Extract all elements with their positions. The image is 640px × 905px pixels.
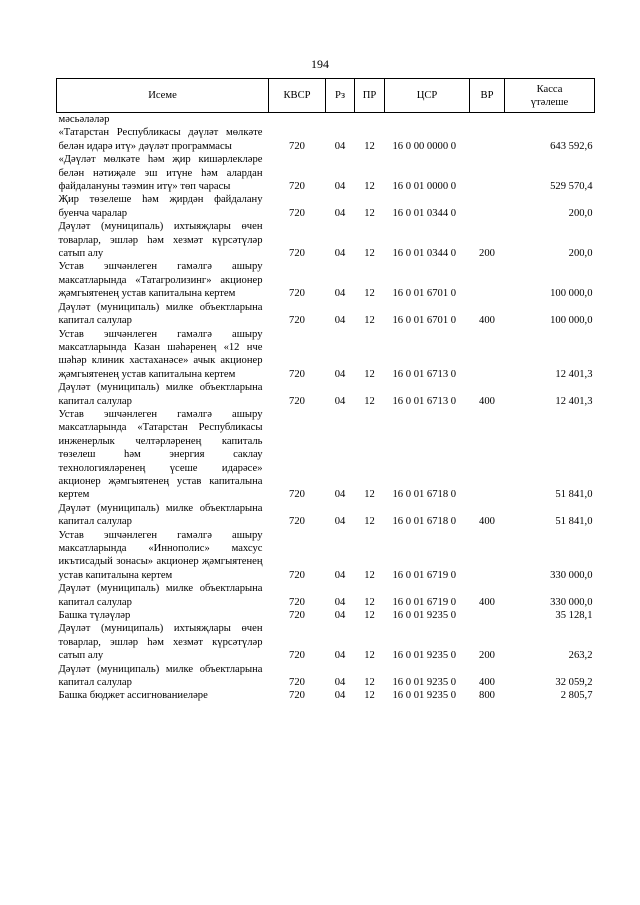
cell-csr: 16 0 01 0344 0 [392,248,457,260]
cell-name: мәсьәләләр [58,114,110,125]
header-sum [505,79,595,113]
cell-vr: 800 [479,690,495,702]
header-rz: Рз [326,79,355,113]
cell-pr: 12 [364,516,375,528]
table-row [57,113,595,127]
cell-sum [505,113,595,127]
cell-pr: 12 [364,677,375,689]
cell-sum: 200,0 [568,207,593,219]
cell-sum: 51 841,0 [555,516,593,528]
cell-vr [470,609,505,622]
page-number: 194 [311,57,329,71]
cell-kvsr: 720 [289,315,305,327]
table-row [57,622,595,662]
table-row [57,408,595,502]
cell-sum: 100 000,0 [550,288,593,300]
cell-rz: 04 [334,596,346,608]
header-sum-line1: Касса [536,83,563,95]
cell-rz: 04 [334,690,346,702]
cell-vr [470,153,505,193]
table-row [57,153,595,193]
header-pr: ПР [355,79,385,113]
header-sum-line2: үтәлеше [530,96,569,108]
cell-csr: 16 0 00 0000 0 [392,140,457,152]
table-row [57,381,595,408]
cell-rz: 04 [334,248,346,260]
cell-rz: 04 [334,395,346,407]
header-name: Исеме [57,79,269,113]
cell-pr: 12 [364,395,375,407]
cell-csr: 16 0 01 9235 0 [392,677,457,689]
cell-csr: 16 0 01 6718 0 [392,516,457,528]
header-vr: ВР [470,79,505,113]
cell-vr: 400 [479,677,495,689]
cell-rz: 04 [334,315,346,327]
cell-vr [470,113,505,127]
cell-name: Устав эшчәнлеген гамәлгә ашыру максатларында «Татагролизинг» акционер җәмгыятенең устав капиталына кертем [58,261,263,300]
budget-table [56,78,595,703]
cell-vr [470,408,505,502]
cell-pr: 12 [364,489,375,501]
cell-vr [470,328,505,382]
cell-vr: 200 [479,248,495,260]
cell-pr: 12 [364,596,375,608]
cell-rz: 04 [334,181,346,193]
cell-csr: 16 0 01 6701 0 [392,315,457,327]
cell-vr: 200 [479,650,495,662]
cell-csr: 16 0 01 6719 0 [392,569,457,581]
cell-sum: 2 805,7 [560,690,593,702]
cell-sum: 100 000,0 [550,315,593,327]
cell-sum: 643 592,6 [550,140,593,152]
cell-pr: 12 [364,181,375,193]
cell-rz: 04 [334,650,346,662]
cell-kvsr: 720 [289,650,305,662]
cell-rz: 04 [334,677,346,689]
cell-vr: 400 [479,516,495,528]
table-row [57,529,595,583]
cell-name: «Татарстан Республикасы дәүләт мөлкәте белән идарә итү» дәүләт программасы [58,127,263,152]
cell-rz: 04 [334,610,346,622]
cell-sum: 330 000,0 [550,569,593,581]
cell-pr [355,113,385,127]
table-row [57,328,595,382]
cell-name: Дәүләт (муниципаль) ихтыяҗлары өчен товарлар, эшләр һәм хезмәт күрсәтүләр сатып алу [58,623,263,662]
cell-sum: 35 128,1 [555,610,593,622]
cell-kvsr: 720 [289,489,305,501]
cell-pr: 12 [364,140,375,152]
table-row [57,582,595,609]
cell-csr: 16 0 01 0344 0 [392,207,457,219]
cell-kvsr: 720 [289,368,305,380]
cell-kvsr: 720 [289,569,305,581]
cell-kvsr: 720 [289,596,305,608]
cell-name: Дәүләт (муниципаль) ихтыяҗлары өчен товарлар, эшләр һәм хезмәт күрсәтүләр сатып алу [58,221,263,260]
cell-rz: 04 [334,516,346,528]
cell-kvsr: 720 [289,395,305,407]
cell-pr: 12 [364,690,375,702]
cell-vr [470,126,505,153]
cell-csr: 16 0 01 6713 0 [392,368,457,380]
cell-csr: 16 0 01 6713 0 [392,395,457,407]
cell-vr [470,529,505,583]
cell-pr: 12 [364,610,375,622]
table-row [57,663,595,690]
cell-name: Дәүләт (муниципаль) милке объектларына капитал салулар [58,502,263,528]
table-row [57,609,595,622]
cell-sum: 12 401,3 [555,368,593,380]
table-row [57,126,595,153]
cell-kvsr: 720 [289,248,305,260]
cell-pr: 12 [364,288,375,300]
cell-sum: 330 000,0 [550,596,593,608]
cell-rz: 04 [334,569,346,581]
cell-csr: 16 0 01 0000 0 [392,181,457,193]
cell-name: «Дәүләт мөлкәте һәм җир кишәрлекләре белән нәтиҗәле эш итүне һәм алардан файдалануны тәэмин итү» төп чарасы [58,154,263,193]
cell-kvsr: 720 [289,516,305,528]
cell-kvsr: 720 [289,288,305,300]
cell-name: Башка бюджет ассигнованиеләре [58,690,208,702]
cell-name: Устав эшчәнлеген гамәлгә ашыру максатларында «Иннополис» махсус икътисадый зонасы» акционер җәмгыятенең устав капиталына кертем [58,529,263,581]
table-row [57,301,595,328]
table-header [57,79,595,113]
cell-pr: 12 [364,207,375,219]
cell-name: Җир төзелеше һәм җирдән файдалану буенча чаралар [58,194,263,219]
cell-kvsr: 720 [289,207,305,219]
cell-pr: 12 [364,248,375,260]
table-row [57,220,595,260]
cell-rz: 04 [334,207,346,219]
cell-rz: 04 [334,288,346,300]
cell-vr [470,260,505,300]
cell-kvsr: 720 [289,690,305,702]
header-csr: ЦСР [385,79,470,113]
cell-csr: 16 0 01 9235 0 [392,650,457,662]
cell-sum: 51 841,0 [555,489,593,501]
table-body [57,113,595,703]
table-row [57,689,595,702]
cell-pr: 12 [364,569,375,581]
cell-csr: 16 0 01 6719 0 [392,596,457,608]
cell-pr: 12 [364,650,375,662]
cell-pr: 12 [364,315,375,327]
cell-vr: 400 [479,596,495,608]
cell-csr: 16 0 01 9235 0 [392,610,457,622]
cell-kvsr: 720 [289,181,305,193]
cell-rz: 04 [334,489,346,501]
table-row [57,260,595,300]
cell-name: Дәүләт (муниципаль) милке объектларына капитал салулар [58,301,263,327]
cell-csr: 16 0 01 9235 0 [392,690,457,702]
cell-pr: 12 [364,368,375,380]
cell-kvsr: 720 [289,140,305,152]
cell-name: Дәүләт (муниципаль) милке объектларына капитал салулар [58,382,263,407]
header-kvsr: КВСР [269,79,326,113]
cell-name: Башка түләүләр [58,610,131,622]
cell-sum: 263,2 [568,650,593,662]
cell-vr: 400 [479,395,495,407]
cell-sum: 32 059,2 [555,677,593,689]
cell-kvsr: 720 [289,677,305,689]
cell-name: Дәүләт (муниципаль) милке объектларына капитал салулар [58,663,263,689]
cell-sum: 12 401,3 [555,395,593,407]
table-row [57,502,595,529]
cell-rz: 04 [334,368,346,380]
cell-vr: 400 [479,315,495,327]
table-row [57,193,595,220]
cell-rz: 04 [334,140,346,152]
header-row [57,79,595,113]
cell-csr [385,113,470,127]
cell-name: Устав эшчәнлеген гамәлгә ашыру максатларында «Татарстан Республикасы инженерлык челтәрләренең капиталь төзелеш һәм энергия саклау технологияләренең үсеше идарәсе» акционер җәмгыятенең устав капиталына кертем [58,408,263,501]
cell-rz [326,113,355,127]
cell-name: Устав эшчәнлеген гамәлгә ашыру максатларында Казан шәһәренең «12 нче шәһәр клиник хастаханәсе» ачык акционер җәмгыятенең устав капиталына кертем [58,328,263,380]
cell-csr: 16 0 01 6718 0 [392,489,457,501]
cell-name: Дәүләт (муниципаль) милке объектларына капитал салулар [58,583,263,608]
cell-sum: 200,0 [568,248,593,260]
cell-vr [470,193,505,220]
cell-kvsr: 720 [289,610,305,622]
cell-kvsr [269,113,326,127]
cell-csr: 16 0 01 6701 0 [392,288,457,300]
cell-sum: 529 570,4 [550,181,593,193]
